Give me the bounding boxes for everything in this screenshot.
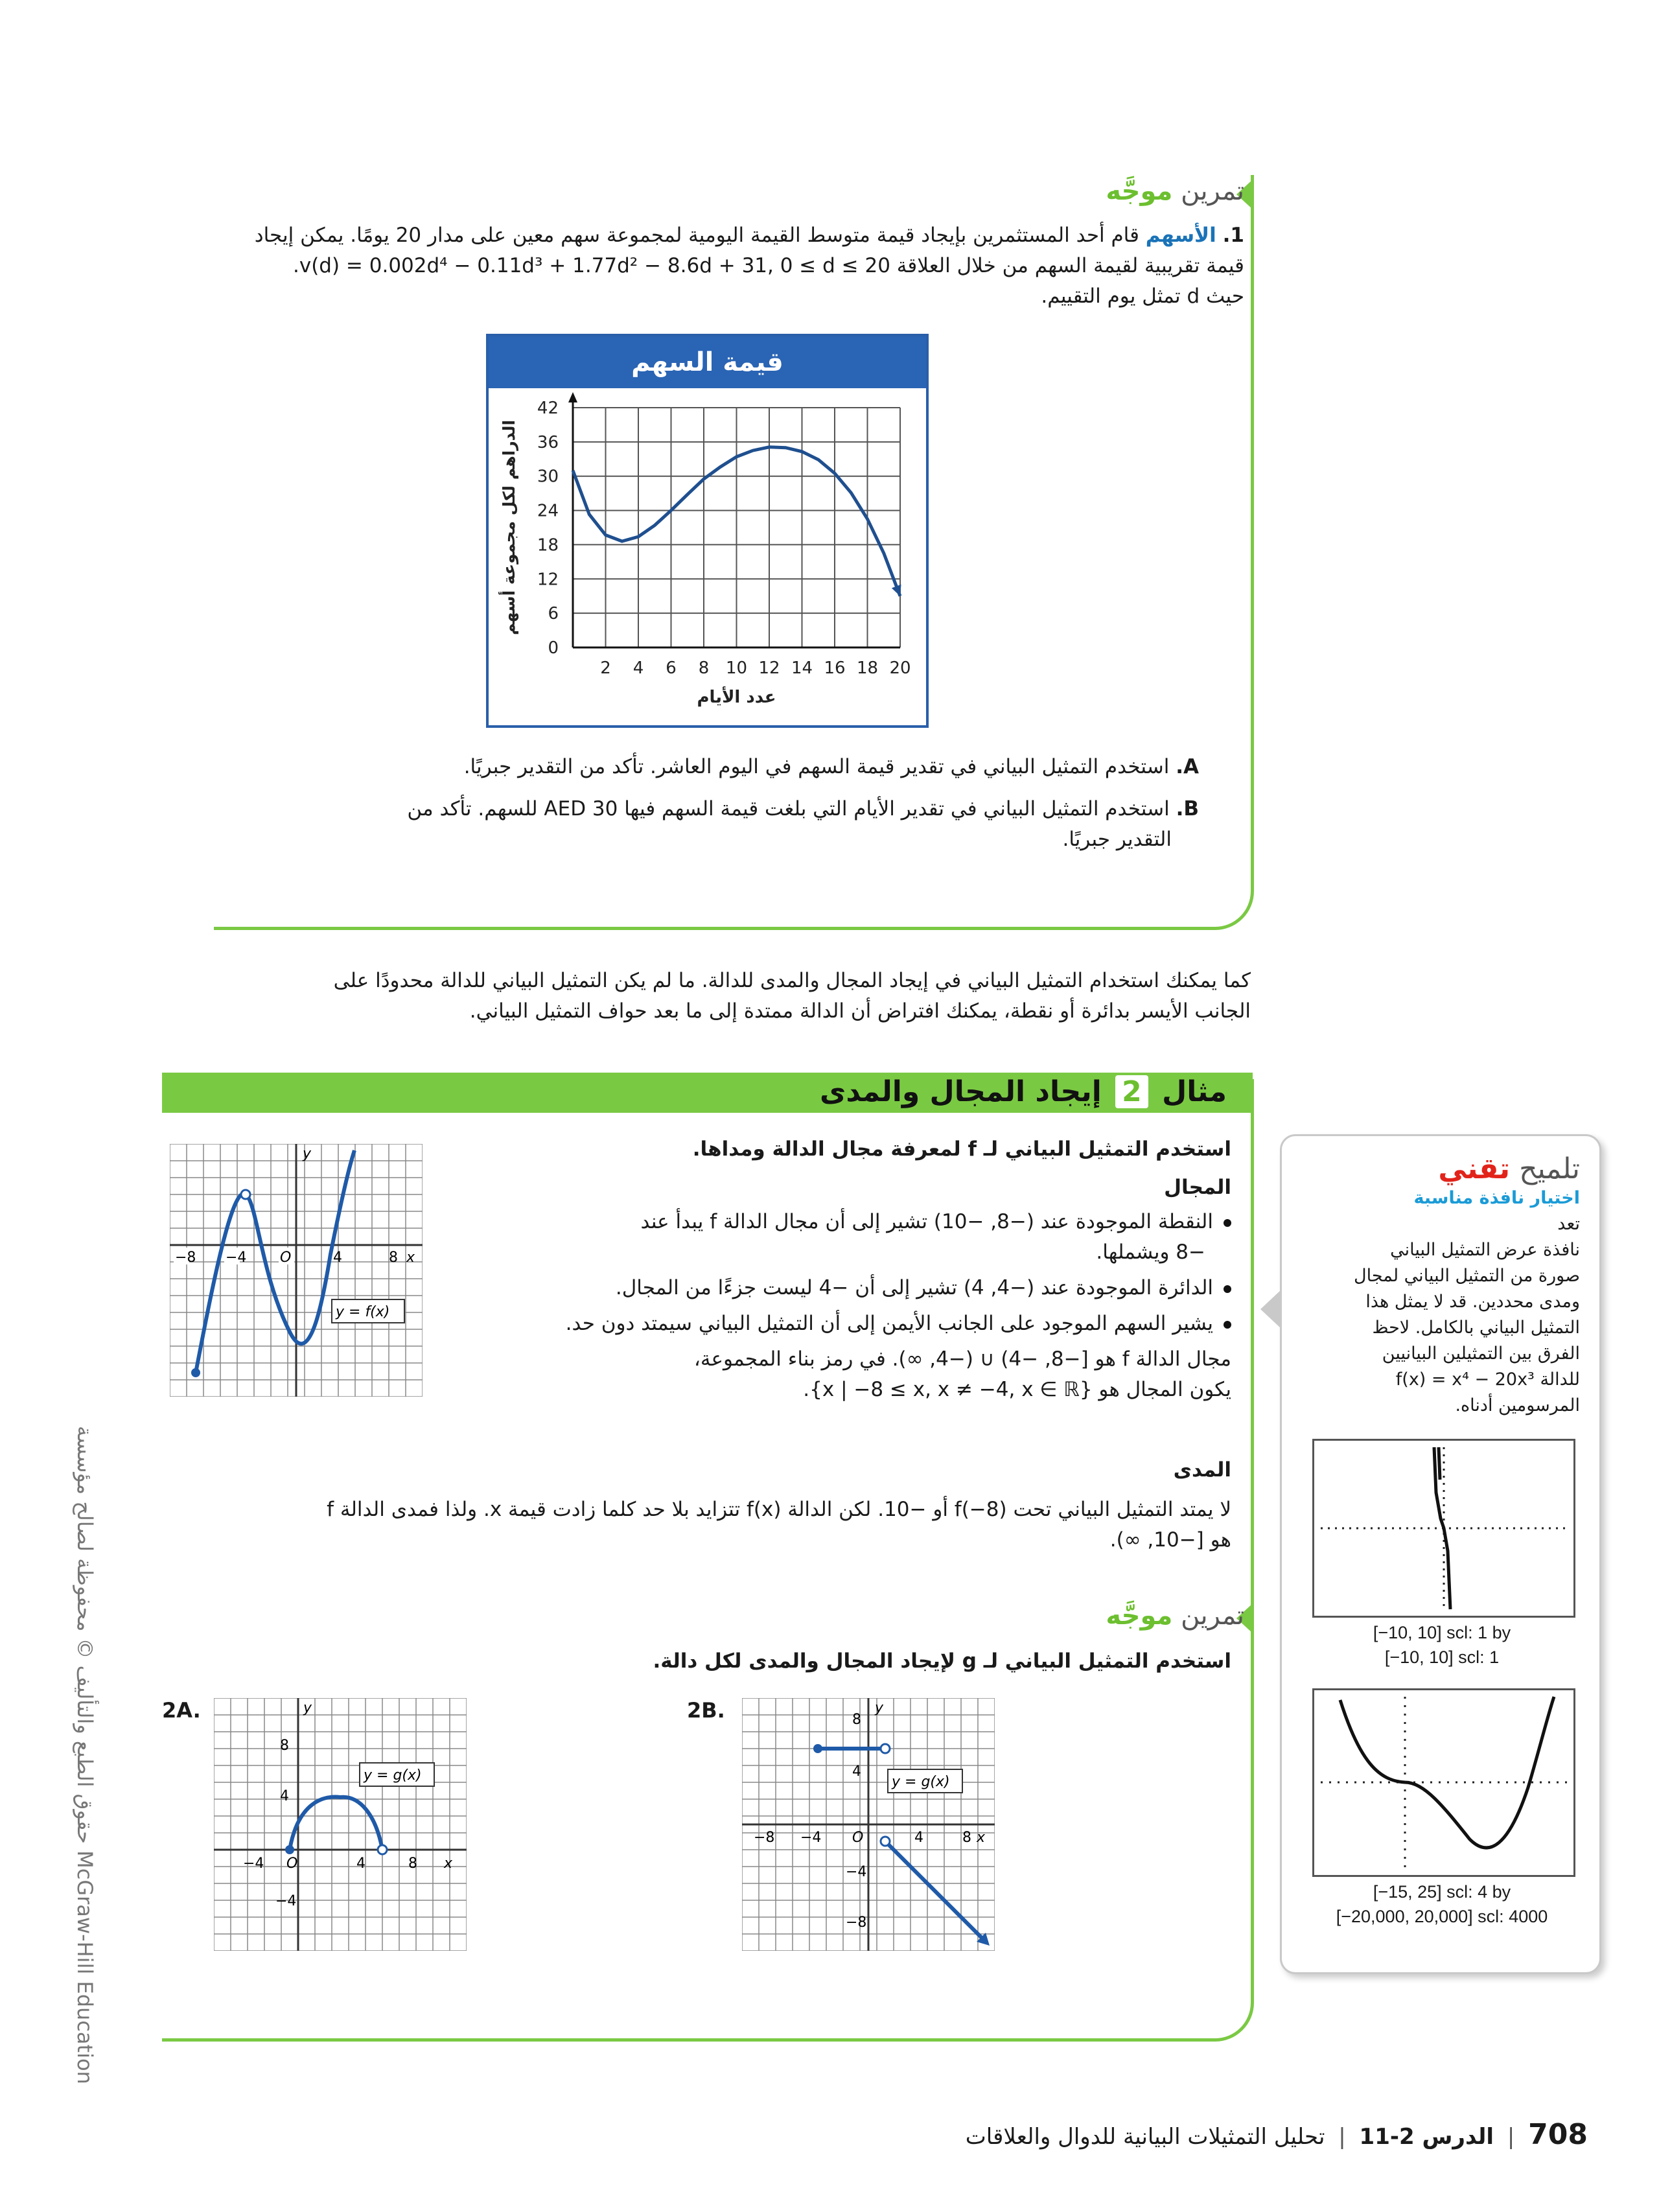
x-axis-label: x [444, 1856, 453, 1872]
x-tick-label: 10 [725, 658, 748, 678]
endpoint-closed [285, 1845, 294, 1854]
tick-4: 4 [914, 1830, 923, 1846]
origin-label: O [852, 1830, 864, 1846]
y-tick-label: 0 [548, 638, 559, 658]
intro-paragraph [214, 966, 1251, 1027]
domain-line-1: مجال الدالة f هو [−8, −4) ∪ (−4, ∞). في رمز بناء المجموعة، [693, 1347, 1231, 1371]
tick-8: 8 [962, 1830, 971, 1846]
part-a [227, 752, 1199, 782]
example-title: إيجاد المجال والمدى [820, 1075, 1102, 1108]
y-tick-label: 42 [537, 399, 559, 418]
y-axis-label: y [303, 1700, 312, 1716]
problem-line-1: قام أحد المستثمرين بإيجاد قيمة متوسط القيمة اليومية لمجموعة سهم معين على مدار 20 يومًا. يمكن إيجاد [254, 224, 1139, 247]
tip-line: المرسومين أدناه. [1455, 1395, 1580, 1415]
tick-4y: 4 [280, 1788, 289, 1804]
tick-neg4: −4 [226, 1250, 247, 1266]
x-tick-label: 18 [856, 658, 879, 678]
bullet-icon [1224, 1321, 1231, 1329]
stock-chart [486, 334, 929, 728]
tip-line: التمثيل البياني بالكامل. لاحظ [1372, 1318, 1580, 1338]
problem-topic: الأسهم [1145, 224, 1216, 247]
problem-line-3: حيث d تمثل يوم التقييم. [1041, 285, 1244, 308]
graph-label-f: y = f(x) [336, 1304, 390, 1320]
open-circle [378, 1845, 387, 1854]
tip-line: للدالة f(x) = x⁴ − 20x³ [1395, 1369, 1580, 1390]
tick-8y: 8 [280, 1738, 289, 1754]
ray-g-2b [885, 1841, 982, 1938]
graph-label-g: y = g(x) [892, 1774, 950, 1790]
part-b-text-2: التقدير جبريًا. [1062, 828, 1172, 851]
y-tick-label: 18 [537, 535, 559, 555]
bullet-1-cont: −8 ويشملها. [1096, 1240, 1205, 1264]
graph-label-g: y = g(x) [364, 1767, 422, 1784]
intro-line-2: الجانب الأيسر بدائرة أو نقطة، يمكنك افتراض أن الدالة ممتدة إلى ما بعد حواف التمثيل البياني. [469, 999, 1251, 1023]
graph-2a [214, 1698, 467, 1951]
y-tick-label: 12 [537, 570, 559, 590]
guided-2-instruction: استخدم التمثيل البياني لـ g لإيجاد المجال والمدى لكل دالة. [653, 1649, 1231, 1673]
bullet-icon [1224, 1219, 1231, 1227]
tip-title-word: تقني [1438, 1152, 1511, 1185]
tip-line: الفرق بين التمثيلين البيانيين [1382, 1344, 1580, 1364]
window-1-line-a: [−10, 10] scl: 1 by [1373, 1623, 1511, 1642]
bullet-3 [421, 1309, 1231, 1339]
calculator-screen-2 [1312, 1688, 1575, 1877]
tick-8: 8 [408, 1856, 417, 1872]
lesson-label: الدرس 2-11 [1359, 2124, 1494, 2150]
x-tick-label: 20 [889, 658, 911, 678]
x-tick-label: 16 [824, 658, 846, 678]
y-axis-label: y [303, 1146, 312, 1162]
example-number: 2 [1115, 1075, 1148, 1108]
window-2-line-b: [−20,000, 20,000] scl: 4000 [1336, 1907, 1548, 1926]
example-body [421, 1134, 1231, 1405]
page-number: 708 [1528, 2118, 1588, 2151]
intro-line-1: كما يمكنك استخدام التمثيل البياني في إيجاد المجال والمدى للدالة. ما لم يكن التمثيل البياني للدالة محدودًا على [333, 969, 1251, 992]
chart-plot [489, 388, 926, 725]
tip-pointer-icon [1260, 1290, 1281, 1329]
tick-8y: 8 [852, 1712, 861, 1728]
range-line-2: هو [−10, ∞). [1109, 1528, 1231, 1552]
tip-body [1282, 1185, 1599, 1419]
window-1-caption [1312, 1620, 1572, 1670]
guided-practice-1-title [1106, 176, 1244, 206]
guided-title-word: موجَّه [1106, 176, 1173, 206]
guided-1-problem [175, 220, 1244, 312]
chart-title: قيمة السهم [489, 336, 926, 388]
problem-line-2: قيمة تقريبية لقيمة السهم من خلال العلاقة v(d) = 0.002d⁴ − 0.11d³ + 1.77d² − 8.6d + 31, 0 ≤ d ≤ 20. [293, 254, 1244, 277]
tip-title-prefix: تلميح [1519, 1152, 1580, 1185]
calc-plot-2 [1314, 1690, 1573, 1875]
bullet-3-text: يشير السهم الموجود على الجانب الأيمن إلى أن التمثيل البياني سيمتد دون حد. [565, 1312, 1213, 1335]
y-axis-title: الدراهم لكل مجموعة أسهم [500, 419, 518, 636]
guided-title-prefix: تمرين [1181, 1601, 1244, 1631]
guided-title-word: موجَّه [1106, 1601, 1173, 1631]
x-tick-label: 12 [758, 658, 780, 678]
calc-plot-1 [1314, 1441, 1573, 1616]
part-b-text: استخدم التمثيل البياني في تقدير الأيام التي بلغت قيمة السهم فيها AED 30 للسهم. تأكد من [407, 797, 1170, 821]
tip-subtitle: اختيار نافذة مناسبة [1413, 1188, 1580, 1208]
guided-title-prefix: تمرين [1181, 176, 1244, 206]
tick-4: 4 [356, 1856, 365, 1872]
window-1-line-b: [−10, 10] scl: 1 [1384, 1647, 1500, 1667]
graph-2b [742, 1698, 995, 1951]
bullet-2 [421, 1273, 1231, 1303]
part-b [227, 794, 1199, 855]
part-a-text: استخدم التمثيل البياني في تقدير قيمة السهم في اليوم العاشر. تأكد من التقدير جبريًا. [463, 755, 1170, 778]
tick-4y: 4 [852, 1764, 861, 1780]
example-label: مثال [1162, 1075, 1227, 1108]
range-heading: المدى [1173, 1458, 1231, 1482]
range-section [194, 1455, 1231, 1555]
open-circle [241, 1190, 250, 1199]
copyright-side-text: حقوق الطبع والتأليف © محفوظة لصالح مؤسسة McGraw-Hill Education [73, 1426, 97, 2084]
tick-neg8: −8 [175, 1250, 196, 1266]
tip-line: صورة من التمثيل البياني لمجال [1353, 1266, 1580, 1286]
tip-title [1282, 1136, 1599, 1185]
grid [214, 1698, 467, 1951]
bullet-2-text: الدائرة الموجودة عند (−4, 4) تشير إلى أن −4 ليست جزءًا من المجال. [615, 1276, 1213, 1299]
range-line-1: لا يمتد التمثيل البياني تحت f(−8) أو −10. لكن الدالة f(x) تتزايد بلا حد كلما زادت قيمة x. ولذا فمدى الدالة f [327, 1498, 1231, 1521]
y-tick-label: 24 [537, 501, 559, 521]
tick-neg8y: −8 [846, 1915, 867, 1931]
y-tick-label: 36 [537, 432, 559, 452]
open-circle-2 [881, 1837, 890, 1846]
part-a-label: A. [1176, 755, 1199, 778]
x-axis-label: x [406, 1250, 415, 1266]
example-instruction: استخدم التمثيل البياني لـ f لمعرفة مجال الدالة ومداها. [692, 1137, 1231, 1161]
endpoint-closed [813, 1744, 822, 1753]
part-b-label: B. [1176, 797, 1199, 821]
guided-practice-2-title [1106, 1601, 1244, 1631]
open-circle [881, 1744, 890, 1753]
x-tick-label: 14 [791, 658, 813, 678]
tip-line: نافذة عرض التمثيل البياني [1390, 1240, 1580, 1260]
x-tick-label: 4 [632, 658, 644, 678]
function-f-graph [170, 1144, 423, 1397]
curve-g-2a [290, 1797, 382, 1850]
x-tick-label: 6 [666, 658, 677, 678]
lesson-title: تحليل التمثيلات البيانية للدوال والعلاقات [965, 2124, 1325, 2150]
page-footer: 708 | الدرس 2-11 | تحليل التمثيلات البيانية للدوال والعلاقات [965, 2118, 1588, 2151]
endpoint-closed [191, 1368, 200, 1377]
bullet-1 [421, 1207, 1231, 1237]
origin-label: O [286, 1856, 298, 1872]
tick-neg4y: −4 [275, 1893, 297, 1909]
bullet-1-text: النقطة الموجودة عند (−8, −10) تشير إلى أن مجال الدالة f يبدأ عند [640, 1210, 1213, 1233]
y-axis-arrow-icon [568, 392, 577, 402]
y-tick-label: 30 [537, 467, 559, 487]
y-axis-label: y [875, 1700, 884, 1716]
example-2-header [162, 1073, 1253, 1113]
problem-number: 1. [1222, 224, 1244, 247]
tip-line: ومدى محددين. قد لا يمثل هذا [1365, 1292, 1580, 1312]
bullet-icon [1224, 1285, 1231, 1293]
window-2-line-a: [−15, 25] scl: 4 by [1373, 1882, 1511, 1902]
tick-neg8: −8 [754, 1830, 775, 1846]
x-tick-label: 8 [698, 658, 710, 678]
tick-neg4: −4 [243, 1856, 264, 1872]
window-2-caption [1299, 1880, 1584, 1929]
origin-label: O [280, 1250, 292, 1266]
tick-neg4: −4 [800, 1830, 822, 1846]
tick-neg4y: −4 [846, 1864, 867, 1880]
calculator-screen-1 [1312, 1439, 1575, 1618]
tick-8: 8 [389, 1250, 398, 1266]
tip-line: تعد [1557, 1214, 1580, 1234]
x-axis-label: x [977, 1830, 986, 1846]
domain-line-2: يكون المجال هو {x | −8 ≤ x, x ≠ −4, x ∈ ℝ}. [803, 1378, 1231, 1401]
domain-heading: المجال [1164, 1176, 1231, 1199]
x-axis-title: عدد الأيام [697, 688, 776, 707]
label-2b: 2B. [687, 1698, 725, 1723]
label-2a: 2A. [162, 1698, 201, 1723]
x-tick-label: 2 [600, 658, 611, 678]
y-tick-label: 6 [548, 604, 559, 624]
tick-4: 4 [333, 1250, 342, 1266]
